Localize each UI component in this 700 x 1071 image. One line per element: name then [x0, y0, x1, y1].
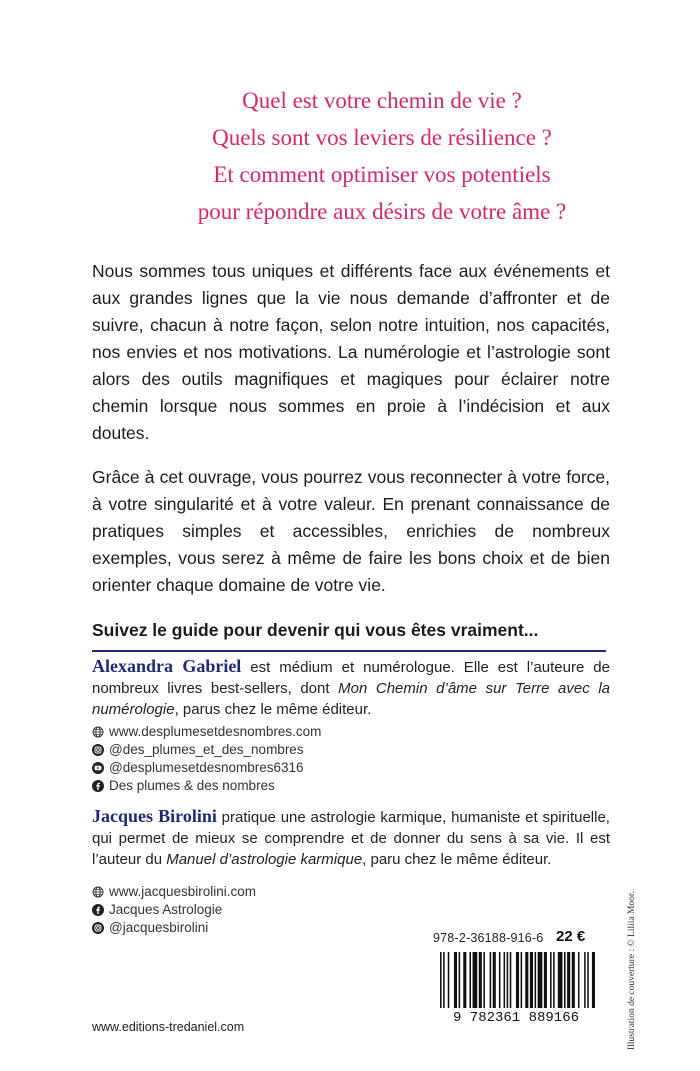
link-text: Jacques Astrologie [109, 902, 223, 917]
question-block [0, 82, 700, 230]
globe-icon [92, 886, 104, 898]
barcode-digits: 9 782361 889166 [452, 1010, 580, 1024]
barcode-bar [558, 952, 563, 1012]
barcode-bar [490, 952, 492, 1012]
barcode-bar [578, 952, 580, 1012]
book-title: Manuel d’astrologie karmique [166, 851, 363, 868]
author-bio-jacques [92, 806, 610, 870]
link-text: @jacquesbirolini [109, 920, 209, 935]
blurb-paragraph: Nous sommes tous uniques et différents face aux événements et aux grandes lignes que la vie nous demande d’affronter et de suivre, chacun à notre façon, selon notre intuition, nos capacités, nos envies et nos motivations. La numérologie et l’astrologie sont alors des outils magnifiques et magiques pour éclairer notre chemin lorsque nous sommes en proie à l’indécision et aux doutes. [92, 261, 610, 443]
question-line: Et comment optimiser vos potentiels [213, 162, 551, 187]
barcode-bar [454, 952, 457, 1012]
link-text: @desplumesetdesnombres6316 [109, 760, 304, 775]
barcode [430, 952, 602, 1024]
barcode-bar [443, 952, 445, 1012]
youtube-link[interactable] [92, 759, 321, 777]
question-line: Quel est votre chemin de vie ? [242, 88, 522, 113]
price: 22 € [556, 928, 586, 945]
barcode-bar [448, 952, 450, 1012]
instagram-icon [92, 922, 104, 934]
barcode-bar [535, 952, 537, 1012]
question-line: pour répondre aux désirs de votre âme ? [197, 199, 567, 224]
blurb-paragraph: Grâce à cet ouvrage, vous pourrez vous reconnecter à votre force, à votre singularité et à votre valeur. En prenant connaissance de pratiques simples et accessibles, enrichies de nombreux exemples, vous serez à même de faire les bons choix et de bien orienter chaque domaine de votre vie. [92, 467, 610, 595]
facebook-link[interactable] [92, 777, 321, 795]
barcode-bar [587, 952, 589, 1012]
facebook-icon [92, 904, 104, 916]
instagram-icon [92, 744, 104, 756]
question-line: Quels sont vos leviers de résilience ? [212, 125, 552, 150]
barcode-bar [479, 952, 482, 1012]
barcode-bars [440, 952, 595, 1012]
barcode-bar [530, 952, 533, 1012]
barcode-bar [550, 952, 552, 1012]
publisher-website[interactable]: www.editions-tredaniel.com [92, 1020, 245, 1034]
illustration-credit: Illustration de couverture : © Liliia Moor. [627, 891, 637, 1050]
barcode-bar [463, 952, 466, 1012]
barcode-bar [499, 952, 501, 1012]
author-name: Jacques Birolini [92, 806, 217, 826]
link-text: @des_plumes_et_des_nombres [109, 742, 304, 757]
link-text: www.desplumesetdesnombres.com [109, 724, 322, 739]
barcode-bar [592, 952, 595, 1012]
facebook-icon [92, 780, 104, 792]
instagram-link[interactable] [92, 919, 256, 937]
author-name: Alexandra Gabriel [92, 656, 242, 676]
author-links-alexandra [92, 723, 321, 795]
author-bio-alexandra [92, 656, 610, 720]
barcode-bar [521, 952, 523, 1012]
instagram-link[interactable] [92, 741, 321, 759]
divider [92, 650, 606, 652]
link-text: www.jacquesbirolini.com [109, 884, 257, 899]
website-link[interactable] [92, 883, 256, 901]
globe-icon [92, 726, 104, 738]
barcode-bar [538, 952, 543, 1012]
barcode-bar [473, 952, 478, 1012]
bio-text: pratique une astrologie karmique, humaniste et spirituelle, qui permet de mieux se comprendre et de donner du sens à sa vie. Il est l’auteur du [92, 809, 610, 868]
barcode-bar [572, 952, 575, 1012]
blurb [92, 258, 610, 661]
youtube-icon [92, 762, 104, 774]
barcode-bar [504, 952, 506, 1012]
barcode-bar [564, 952, 566, 1012]
barcode-bar [516, 952, 519, 1012]
barcode-bar [507, 952, 509, 1012]
barcode-bar [483, 952, 485, 1012]
author-links-jacques [92, 883, 256, 937]
barcode-bar [584, 952, 586, 1012]
barcode-bar [493, 952, 496, 1012]
barcode-bar [567, 952, 570, 1012]
barcode-bar [525, 952, 528, 1012]
barcode-bar [553, 952, 555, 1012]
book-title: Mon Chemin d’âme sur Terre avec la numérologie [92, 680, 610, 718]
bio-text: est médium et numérologue. Elle est l’auteure de nombreux livres best-sellers, dont [92, 659, 610, 697]
website-link[interactable] [92, 723, 321, 741]
barcode-bar [469, 952, 471, 1012]
link-text: Des plumes & des nombres [109, 778, 275, 793]
barcode-bar [544, 952, 547, 1012]
bio-text: , parus chez le même éditeur. [174, 701, 372, 718]
facebook-link[interactable] [92, 901, 256, 919]
tagline: Suivez le guide pour devenir qui vous êtes vraiment... [92, 620, 539, 640]
barcode-bar [510, 952, 512, 1012]
isbn: 978-2-36188-916-6 [433, 931, 544, 945]
barcode-bar [459, 952, 461, 1012]
bio-text: , paru chez le même éditeur. [362, 851, 552, 868]
barcode-bar [440, 952, 442, 1012]
